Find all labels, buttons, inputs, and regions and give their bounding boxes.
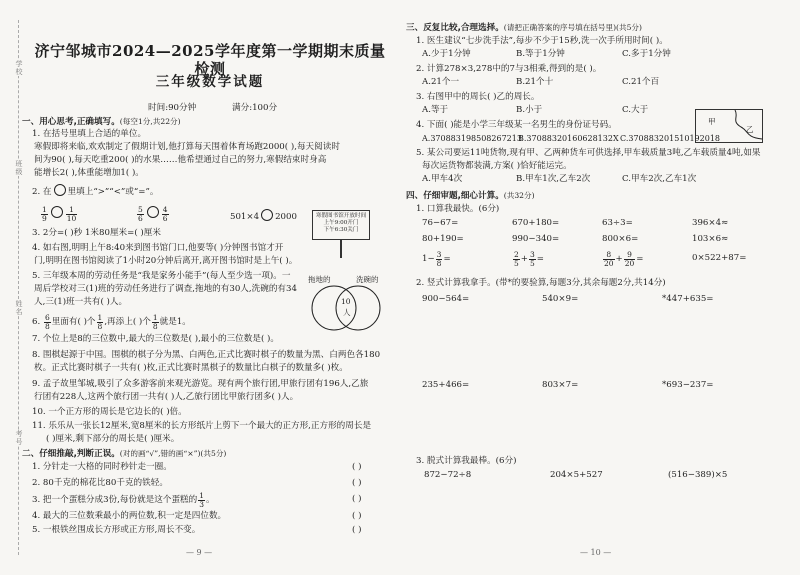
choice-2-stem: 2. 计算278×3,278中的7与3相乘,得到的是( )。	[416, 64, 602, 74]
figure-label-jia: 甲	[708, 117, 716, 126]
gutter-label: 考	[12, 430, 26, 438]
section-2-header: 二、仔细推敲,判断正误。(对的画“√”,错的画“×”)(共5分)	[22, 449, 227, 459]
choice-3-option[interactable]: A.等于	[422, 105, 449, 115]
gutter-label: 学	[12, 60, 26, 68]
choice-1-option[interactable]: A.少于1分钟	[422, 49, 471, 59]
mental-fraction-item: $\frac{2}{5}$ + $\frac{3}{5}$ =	[514, 250, 544, 268]
mental-item: 76−67=	[422, 218, 459, 228]
choice-5-line: 5. 某公司要运11吨货物,现有甲、乙两种货车可供选择,甲车载质量3吨,乙车载质量4吨,如果	[416, 148, 761, 158]
answer-paren[interactable]: ( )	[352, 511, 362, 521]
choice-3-option[interactable]: B.小于	[516, 105, 543, 115]
q2-item-1: $\frac{1}{9}$ $\frac{1}{10}$	[42, 205, 77, 223]
q11-line: 11. 乐乐从一张长12厘米,宽8厘米的长方形纸片上剪下一个最大的正方形,正方形的周长是	[32, 421, 372, 431]
judge-3: 3. 把一个蛋糕分成3份,每份就是这个蛋糕的 $\frac{1}{3}$ 。	[32, 491, 215, 509]
q1-line: 间为90( ),每天吃重200( )的水果……他希望通过自己的努力,寒假结束时身高	[34, 155, 327, 165]
answer-paren[interactable]: ( )	[352, 525, 362, 535]
venn-label-a: 拖地的	[308, 275, 331, 284]
sign-post	[340, 240, 342, 258]
section-3-header: 三、反复比较,合理选择。(请把正确答案的序号填在括号里)(共5分)	[406, 23, 642, 33]
page-left	[0, 0, 398, 575]
answer-paren[interactable]: ( )	[352, 494, 362, 504]
calc-2-heading: 2. 竖式计算我拿手。(带*的要验算,每题3分,其余每题2分,共14分)	[416, 278, 666, 288]
judge-1: 1. 分针走一大格的同时秒针走一圈。	[32, 462, 172, 472]
choice-4-stem: 4. 下面( )能是小学三年级某一名男生的身份证号码。	[416, 120, 617, 130]
gutter-label: 校	[12, 68, 26, 76]
q2-stem: 2. 在 里填上“>”“<”或“=”。	[32, 184, 158, 198]
step-calc-item: 204×5+527	[550, 470, 603, 480]
q9-line: 9. 孟子故里邹城,吸引了众多游客前来观光游览。现有两个旅行团,甲旅行团有196人,乙旅	[32, 379, 369, 389]
choice-4-option[interactable]: A.370883198508267213	[422, 134, 522, 143]
choice-1-stem: 1. 医生建议“七步洗手法”,每步不少于15秒,洗一次手所用时间( )。	[416, 36, 668, 46]
vertical-calc-item: 235+466=	[422, 380, 470, 390]
vertical-calc-item: *693−237=	[662, 380, 714, 390]
gutter-label: 姓	[12, 300, 26, 308]
choice-2-option[interactable]: B.21个十	[516, 77, 554, 87]
q4-line: 4. 如右图,明明上午8:40来到图书馆门口,他要等( )分钟图书馆才开	[32, 243, 284, 253]
mental-item: 396×4≈	[692, 218, 729, 228]
choice-2-option[interactable]: C.21个百	[622, 77, 660, 87]
choice-5-option[interactable]: A.甲车4次	[422, 174, 463, 184]
compare-circle-icon	[147, 206, 159, 218]
calc-3-heading: 3. 脱式计算我最棒。(6分)	[416, 456, 517, 466]
mental-item: 80+190=	[422, 234, 464, 244]
binding-line	[18, 20, 19, 555]
q1-line: 能增长2( ),体重能增加1( )。	[34, 168, 144, 178]
step-calc-item: (516−389)×5	[668, 470, 728, 480]
figure-label-yi: 乙	[746, 125, 754, 134]
choice-1-option[interactable]: C.多于1分钟	[622, 49, 671, 59]
mental-item: 0×522+87=	[692, 253, 747, 263]
mental-fraction-item: 1− $\frac{3}{8}$ =	[422, 250, 451, 268]
step-calc-item: 872−72÷8	[424, 470, 472, 480]
choice-2-option[interactable]: A.21个一	[422, 77, 460, 87]
compare-circle-icon	[54, 184, 66, 196]
vertical-calc-item: 540×9=	[542, 294, 579, 304]
mental-item: 63÷3=	[602, 218, 633, 228]
vertical-calc-item: *447+635=	[662, 294, 714, 304]
q10: 10. 一个正方形的周长是它边长的( )倍。	[32, 407, 187, 417]
mental-item: 670+180=	[512, 218, 560, 228]
page-number-left: — 9 —	[186, 548, 213, 557]
gutter-label: 级	[12, 168, 26, 176]
venn-diagram	[300, 274, 392, 332]
binding-gutter	[12, 0, 26, 575]
perimeter-figure	[695, 109, 763, 143]
q4-line: 门,明明在图书馆阅读了1小时20分钟后离开,离开图书馆时是上午( )。	[34, 256, 298, 266]
choice-3-option[interactable]: C.大于	[622, 105, 649, 115]
exam-score: 满分:100分	[232, 103, 278, 113]
q9-line: 行团有228人,这两个旅行团一共有( )人,乙旅行团比甲旅行团多( )人。	[34, 392, 299, 402]
gutter-label: 名	[12, 308, 26, 316]
venn-overlap-value: 10	[341, 297, 351, 306]
q2-item-2: $\frac{5}{6}$ $\frac{4}{6}$	[138, 205, 168, 223]
q11-line: ( )厘米,剩下部分的周长是( )厘米。	[46, 434, 180, 444]
exam-subtitle: 三年级数学试题	[155, 74, 265, 90]
judge-2: 2. 80千克的棉花比80千克的铁轻。	[32, 478, 168, 488]
page-right	[400, 0, 800, 575]
q5-line: 周后学校对三(1)班的劳动任务进行了调查,拖地的有30人,洗碗的有34	[34, 284, 297, 294]
mental-item: 103×6≈	[692, 234, 729, 244]
choice-1-option[interactable]: B.等于1分钟	[516, 49, 565, 59]
q8-line: 枚。正式比赛时棋子一共有( )枚,正式比赛时黑棋子的数量比白棋子的数量多( )枚。	[34, 363, 348, 373]
venn-label-b: 洗碗的	[356, 275, 379, 284]
library-hours-sign: 寒假图书馆开放时间 上午9:00开门 下午6:30关门	[312, 210, 370, 240]
mental-item: 800×6=	[602, 234, 639, 244]
judge-4: 4. 最大的三位数乘最小的两位数,积一定是四位数。	[32, 511, 227, 521]
q5-line: 5. 三年级本周的劳动任务是“我是家务小能手”(每人至少选一项)。一	[32, 271, 291, 281]
calc-1-heading: 1. 口算我最快。(6分)	[416, 204, 500, 214]
q7: 7. 个位上是8的三位数中,最大的三位数是( ),最小的三位数是( )。	[32, 334, 279, 344]
choice-3-stem: 3. 右图甲中的周长( )乙的周长。	[416, 92, 540, 102]
section-1-header: 一、用心思考,正确填写。(每空1分,共22分)	[22, 117, 181, 127]
choice-5-line: 每次运货物都装满,方案( )恰好能运完。	[422, 161, 572, 171]
choice-5-option[interactable]: B.甲车1次,乙车2次	[516, 174, 591, 184]
mental-fraction-item: $\frac{8}{20}$ + $\frac{9}{20}$ =	[604, 250, 644, 268]
answer-paren[interactable]: ( )	[352, 462, 362, 472]
judge-5: 5. 一根铁丝围成长方形或正方形,周长不变。	[32, 525, 201, 535]
venn-overlap-unit: 人	[343, 308, 351, 317]
page-number-right: — 10 —	[580, 548, 612, 557]
q1-stem: 1. 在括号里填上合适的单位。	[32, 129, 147, 139]
q2-item-3: 501×4 2000	[230, 209, 297, 223]
compare-circle-icon	[261, 209, 273, 221]
vertical-calc-item: 803×7=	[542, 380, 579, 390]
choice-5-option[interactable]: C.甲车2次,乙车1次	[622, 174, 697, 184]
exam-title: 济宁邹城市2024—2025学年度第一学期期末质量检测	[34, 42, 386, 78]
q6: 6. $\frac{6}{8}$ 里面有( )个 $\frac{1}{8}$ ,再添上( )个 $\frac{1}{8}$ 就是1。	[32, 313, 191, 331]
gutter-label: 班	[12, 160, 26, 168]
q1-line: 寒假即将来临,欢欢制定了假期计划,他打算每天围着体育场跑2000( ),每天阅读时	[34, 142, 340, 152]
mental-item: 990−340=	[512, 234, 560, 244]
compare-circle-icon	[51, 206, 63, 218]
vertical-calc-item: 900−564=	[422, 294, 470, 304]
exam-time: 时间:90分钟	[148, 103, 197, 113]
section-4-header: 四、仔细审题,细心计算。(共32分)	[406, 191, 535, 201]
choice-4-option[interactable]: C.370883201510192018	[620, 134, 720, 143]
answer-paren[interactable]: ( )	[352, 478, 362, 488]
q5-line: 人,三(1)班一共有( )人。	[34, 297, 128, 307]
gutter-label: 号	[12, 438, 26, 446]
q8-line: 8. 围棋起源于中国。围棋的棋子分为黑、白两色,正式比赛时棋子的数量为黑、白两色各180	[32, 350, 381, 360]
choice-4-option[interactable]: B.37088320160628132X	[518, 134, 619, 143]
q3: 3. 2分=( )秒 1米80厘米=( )厘米	[32, 228, 161, 238]
